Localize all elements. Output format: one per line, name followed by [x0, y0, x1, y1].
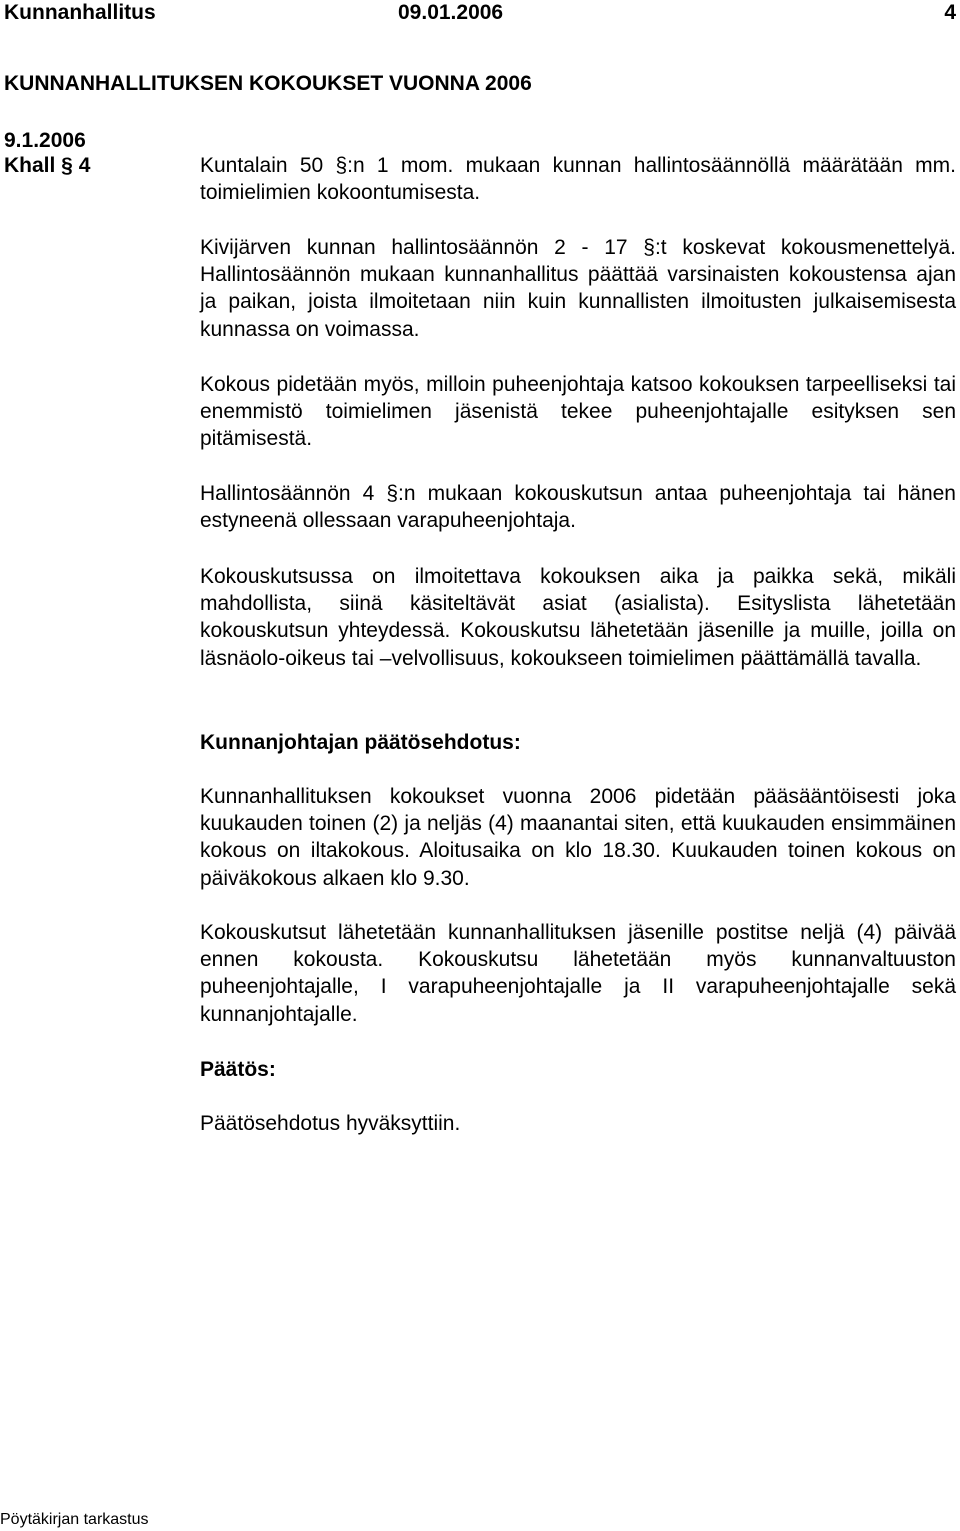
header-committee-name: Kunnanhallitus — [4, 1, 156, 24]
decision-text: Päätösehdotus hyväksyttiin. — [200, 1112, 461, 1135]
paragraph-kokous-pidetaan: Kokous pidetään myös, milloin puheenjohtaja katsoo kokouksen tarpeelliseksi tai enemmistö toimielimen jäsenistä tekee puheenjohtajalle esityksen sen pitämisestä. — [200, 373, 956, 451]
paragraph-proposal-schedule: Kunnanhallituksen kokoukset vuonna 2006 pidetään pääsääntöisesti joka kuukauden toinen (2) ja neljäs (4) maanantai siten, että kuukauden ensimmäinen kokous on iltakokous. Aloitusaika on klo 18.30. Kuukauden toinen kokous on päiväkokous alkaen klo 9.30. — [200, 785, 956, 890]
paragraph-hallintosaanto: Kivijärven kunnan hallintosäännön 2 - 17 §:t koskevat kokousmenettelyä. Hallintosäännön mukaan kunnanhallitus päättää varsinaisten kokoustensa ajan ja paikan, joista ilmoitetaan niin kuin kunnallisten ilmoitusten julkaisemisesta kunnassa on voimassa. — [200, 236, 956, 341]
footer-minutes-review: Pöytäkirjan tarkastus — [0, 1511, 149, 1528]
header-page-number: 4 — [944, 1, 956, 24]
decision-heading: Päätös: — [200, 1058, 276, 1081]
paragraph-kuntalaki: Kuntalain 50 §:n 1 mom. mukaan kunnan hallintosäännöllä määrätään mm. toimielimien kokoontumisesta. — [200, 154, 956, 205]
proposal-heading: Kunnanjohtajan päätösehdotus: — [200, 731, 521, 754]
paragraph-proposal-invitations: Kokouskutsut lähetetään kunnanhallituksen jäsenille postitse neljä (4) päivää ennen kokousta. Kokouskutsu lähetetään myös kunnanvaltuuston puheenjohtajalle, I varapuheenjohtajalle ja II varapuheenjohtajalle sekä kunnanjohtajalle. — [200, 921, 956, 1026]
header-date: 09.01.2006 — [398, 1, 504, 24]
paragraph-kokouskutsussa: Kokouskutsussa on ilmoitettava kokouksen aika ja paikka sekä, mikäli mahdollista, siinä käsiteltävät asiat (asialista). Esityslista lähetetään kokouskutsun yhteydessä. Kokouskutsu lähetetään jäsenille ja muille, joilla on läsnäolo-oikeus tai –velvollisuus, kokoukseen toimielimen päättämällä tavalla. — [200, 565, 956, 670]
paragraph-kokouskutsu-antaa: Hallintosäännön 4 §:n mukaan kokouskutsun antaa puheenjohtaja tai hänen estyneenä ollessaan varapuheenjohtaja. — [200, 482, 956, 533]
document-title: KUNNANHALLITUKSEN KOKOUKSET VUONNA 2006 — [4, 72, 532, 95]
section-number: Khall § 4 — [4, 154, 91, 177]
meeting-date: 9.1.2006 — [4, 129, 86, 152]
